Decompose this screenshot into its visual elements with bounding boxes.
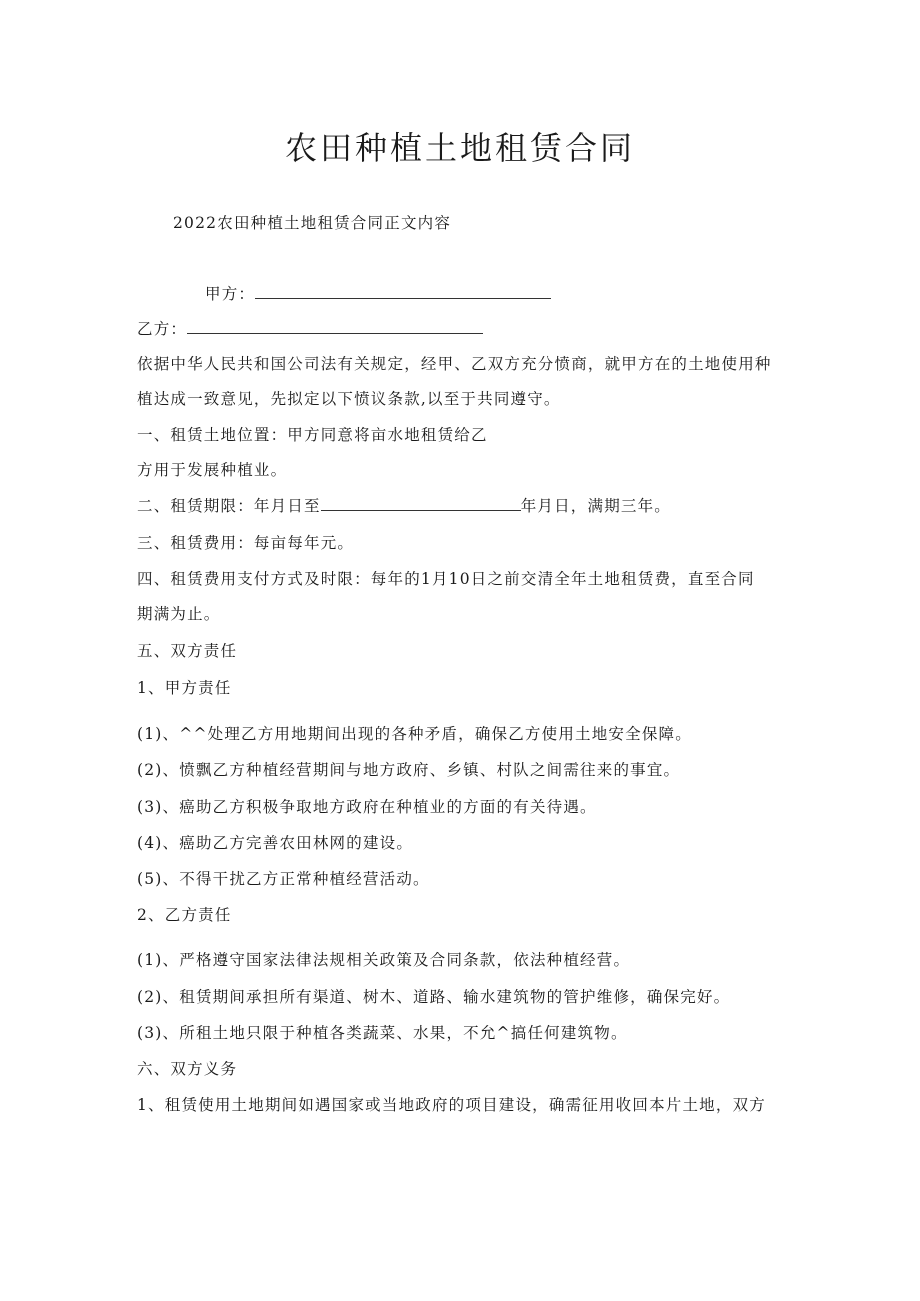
intro-line-2: 植达成一致意见，先拟定以下愤议条款,以至于共同遵守。 (137, 390, 561, 408)
clause-3: 三、租赁费用：每亩每年元。 (137, 534, 355, 552)
clause-2-suffix: 年月日，满期三年。 (520, 497, 672, 515)
party-a-duty-2: (2)、愤飘乙方种植经营期间与地方政府、乡镇、村队之间需往来的事宜。 (137, 761, 681, 779)
party-b-duty-2: (2)、租赁期间承担所有渠道、树木、道路、输水建筑物的管护维修，确保完好。 (137, 988, 731, 1006)
party-a-duty-1: (1)、^^处理乙方用地期间出现的各种矛盾，确保乙方使用土地安全保障。 (137, 725, 692, 743)
clause-4-line-1: 四、租赁费用支付方式及时限：每年的1月10日之前交清全年土地租赁费，直至合同 (137, 570, 755, 588)
document-subtitle: 2022农田种植土地租赁合同正文内容 (173, 214, 452, 232)
section-5-1-heading: 1、甲方责任 (137, 679, 232, 697)
party-a-line (205, 283, 551, 305)
party-b-duty-1: (1)、严格遵守国家法律法规相关政策及合同条款，依法种植经营。 (137, 951, 631, 969)
clause-1-line-2: 方用于发展种植业。 (137, 461, 288, 479)
party-a-blank (255, 284, 551, 299)
party-a-label: 甲方： (205, 285, 256, 303)
party-b-duty-3: (3)、所租土地只限于种植各类蔬菜、水果，不允^搞任何建筑物。 (137, 1024, 628, 1042)
party-b-blank (187, 319, 483, 334)
clause-4-line-2: 期满为止。 (137, 605, 221, 623)
party-b-line (137, 318, 483, 340)
clause-1-line-1: 一、租赁土地位置：甲方同意将亩水地租赁给乙 (137, 426, 488, 444)
section-5-heading: 五、双方责任 (137, 642, 238, 660)
section-6-heading: 六、双方义务 (137, 1060, 238, 1078)
document-title: 农田种植土地租赁合同 (284, 129, 635, 167)
party-a-duty-3: (3)、癌助乙方积极争取地方政府在种植业的方面的有关待遇。 (137, 798, 597, 816)
clause-2-prefix: 二、租赁期限：年月日至 (137, 497, 321, 515)
party-a-duty-5: (5)、不得干扰乙方正常种植经营活动。 (137, 870, 430, 888)
intro-line-1: 依据中华人民共和国公司法有关规定，经甲、乙双方充分愤商，就甲方在的土地使用种 (137, 355, 772, 373)
clause-2-line (137, 495, 671, 517)
section-5-2-heading: 2、乙方责任 (137, 906, 232, 924)
clause-2-blank (321, 496, 521, 511)
mutual-obligation-1: 1、租赁使用土地期间如遇国家或当地政府的项目建设，确需征用收回本片土地，双方 (137, 1096, 766, 1114)
party-a-duty-4: (4)、癌助乙方完善农田林网的建设。 (137, 834, 414, 852)
party-b-label: 乙方： (137, 320, 188, 338)
